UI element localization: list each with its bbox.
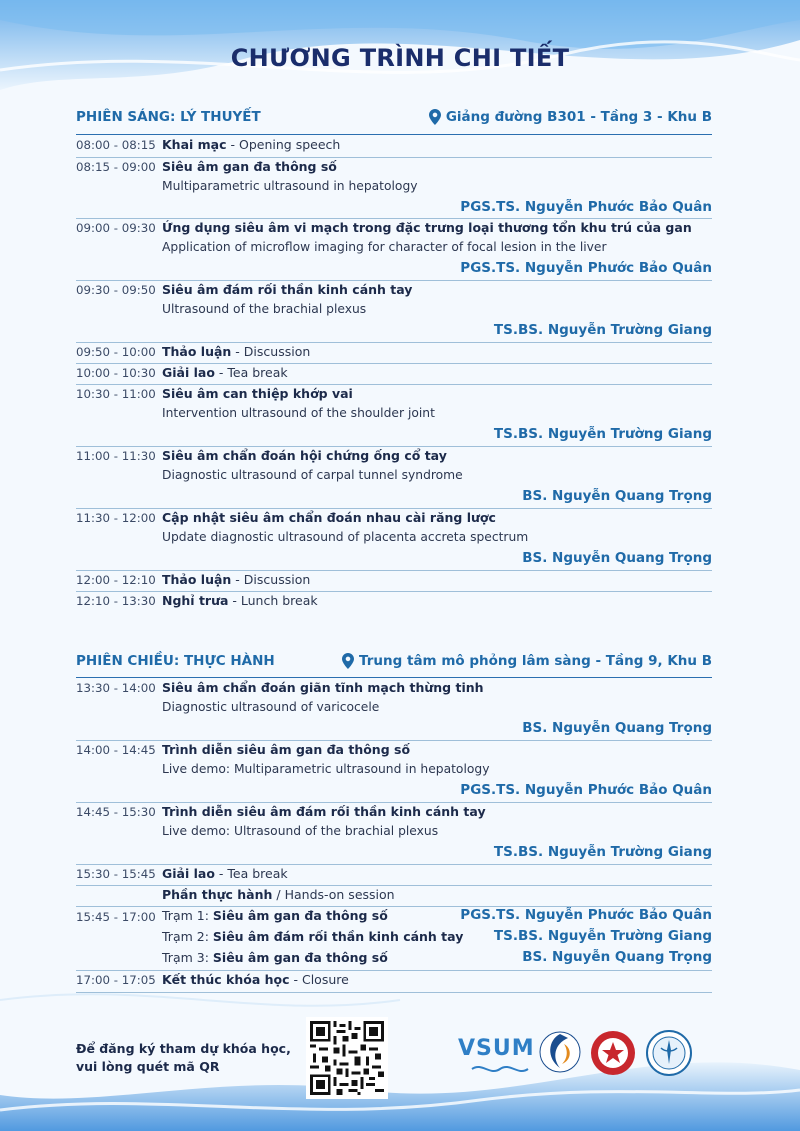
row-time: 09:30 - 09:50 [76,283,156,297]
schedule-row [76,158,712,219]
location-pin-icon [429,109,441,125]
station-1: Trạm 1: Siêu âm gan đa thông số [162,908,388,923]
schedule-row [76,447,712,509]
qr-code[interactable] [306,1017,388,1099]
station-2: Trạm 2: Siêu âm đám rối thần kinh cánh tay [162,929,464,944]
morning-header-divider [76,134,712,135]
schedule-row: 10:00 - 10:30 Giải lao - Tea break [76,364,712,385]
station-speaker: BS. Nguyễn Quang Trọng [522,949,712,965]
afternoon-section-title: PHIÊN CHIỀU: THỰC HÀNH [76,653,275,669]
schedule-row [76,741,712,803]
row-title-vi: Ứng dụng siêu âm vi mạch trong đặc trưng loại thương tổn khu trú của gan [162,220,692,235]
station-speaker: TS.BS. Nguyễn Trường Giang [493,928,712,944]
row-speaker: PGS.TS. Nguyễn Phước Bảo Quân [460,782,712,798]
row-time: 12:10 - 13:30 [76,594,156,608]
schedule-row [76,219,712,281]
afternoon-header-divider [76,677,712,678]
row-title-vi: Trình diễn siêu âm đám rối thần kinh cánh tay [162,804,486,819]
row-time: 09:00 - 09:30 [76,221,156,235]
morning-location-text: Giảng đường B301 - Tầng 3 - Khu B [445,109,712,125]
closing-row: 17:00 - 17:05 Kết thúc khóa học - Closure [76,971,712,993]
location-pin-icon [342,653,354,669]
schedule-row [76,679,712,741]
row-time: 11:30 - 12:00 [76,511,156,525]
stations-row [76,907,712,971]
row-time: 15:30 - 15:45 [76,867,156,881]
row-title-vi: Thảo luận [162,344,232,359]
row-title-en: Opening speech [239,137,341,152]
schedule-row: 09:50 - 10:00 Thảo luận - Discussion [76,343,712,364]
row-title-en: Live demo: Multiparametric ultrasound in hepatology [162,762,490,776]
schedule-row [76,281,712,343]
row-title-en: Closure [301,972,349,987]
morning-section-title: PHIÊN SÁNG: LÝ THUYẾT [76,109,261,125]
vsum-logo: VSUM [458,1036,535,1061]
row-title-en: Intervention ultrasound of the shoulder joint [162,406,435,420]
station-topic: Siêu âm gan đa thông số [212,908,388,923]
row-title-en: Live demo: Ultrasound of the brachial plexus [162,824,439,838]
row-time: 13:30 - 14:00 [76,681,156,695]
row-speaker: BS. Nguyễn Quang Trọng [522,550,712,566]
afternoon-section-header [76,651,712,671]
row-title-en: Ultrasound of the brachial plexus [162,302,367,316]
row-title-en: Application of microflow imaging for character of focal lesion in the liver [162,240,607,254]
handson-row: Phần thực hành / Hands-on session [76,886,712,907]
row-title-en: Discussion [243,344,311,359]
row-speaker: PGS.TS. Nguyễn Phước Bảo Quân [460,199,712,215]
row-time: 08:15 - 09:00 [76,160,156,174]
registration-note [76,1040,291,1076]
row-time: 10:00 - 10:30 [76,366,156,380]
station-topic: Siêu âm gan đa thông số [212,950,388,965]
row-title-en: Multiparametric ultrasound in hepatology [162,179,418,193]
schedule-row: 15:30 - 15:45 Giải lao - Tea break [76,865,712,886]
station-speaker: PGS.TS. Nguyễn Phước Bảo Quân [460,907,712,923]
row-title-vi: Khai mạc [162,137,227,152]
morning-location [429,109,712,125]
qr-code-icon [310,1021,384,1095]
row-title-vi: Kết thúc khóa học [162,972,290,987]
row-title-en: Diagnostic ultrasound of carpal tunnel syndrome [162,468,463,482]
station-3: Trạm 3: Siêu âm gan đa thông số [162,950,388,965]
schedule-row: 12:00 - 12:10 Thảo luận - Discussion [76,571,712,592]
row-title-vi: Siêu âm chẩn đoán hội chứng ống cổ tay [162,448,447,463]
page-title: CHƯƠNG TRÌNH CHI TIẾT [230,44,570,72]
registration-line-2: vui lòng quét mã QR [76,1059,220,1074]
row-title-vi: Siêu âm đám rối thần kinh cánh tay [162,282,413,297]
row-time: 10:30 - 11:00 [76,387,156,401]
row-title-vi: Siêu âm chẩn đoán giãn tĩnh mạch thừng tinh [162,680,484,695]
row-speaker: BS. Nguyễn Quang Trọng [522,488,712,504]
association-swirl-logo-icon [538,1030,582,1074]
row-title-vi: Giải lao [162,866,215,881]
afternoon-location-text: Trung tâm mô phỏng lâm sàng - Tầng 9, Khu B [359,653,712,669]
station-topic: Siêu âm đám rối thần kinh cánh tay [212,929,464,944]
row-time: 09:50 - 10:00 [76,345,156,359]
row-title-vi: Siêu âm gan đa thông số [162,159,337,174]
university-emblem-icon [646,1030,692,1076]
row-time: 14:00 - 14:45 [76,743,156,757]
row-title-en: Discussion [243,572,311,587]
schedule-row [76,509,712,571]
row-speaker: BS. Nguyễn Quang Trọng [522,720,712,736]
schedule-row [76,803,712,865]
schedule-row [76,385,712,447]
row-title-en: Update diagnostic ultrasound of placenta accreta spectrum [162,530,529,544]
handson-title-vi: Phần thực hành [162,887,273,902]
row-title-en: Diagnostic ultrasound of varicocele [162,700,380,714]
afternoon-location [342,653,712,669]
row-title-vi: Trình diễn siêu âm gan đa thông số [162,742,411,757]
row-title-en: Tea break [227,365,288,380]
row-time: 11:00 - 11:30 [76,449,156,463]
vsum-wave-icon [470,1060,530,1078]
handson-title-en: Hands-on session [284,887,395,902]
schedule-row: 08:00 - 08:15 Khai mạc - Opening speech [76,136,712,158]
row-time: 14:45 - 15:30 [76,805,156,819]
row-speaker: PGS.TS. Nguyễn Phước Bảo Quân [460,260,712,276]
morning-section-header [76,107,712,127]
row-title-en: Tea break [227,866,288,881]
row-time: 17:00 - 17:05 [76,973,156,987]
row-time: 15:45 - 17:00 [76,910,156,924]
row-time: 12:00 - 12:10 [76,573,156,587]
row-title-vi: Cập nhật siêu âm chẩn đoán nhau cài răng lược [162,510,496,525]
row-speaker: TS.BS. Nguyễn Trường Giang [493,322,712,338]
row-title-vi: Thảo luận [162,572,232,587]
row-title-vi: Giải lao [162,365,215,380]
row-title-vi: Siêu âm can thiệp khớp vai [162,386,353,401]
registration-line-1: Để đăng ký tham dự khóa học, [76,1041,291,1056]
training-center-seal-icon [590,1030,636,1076]
schedule-row: 12:10 - 13:30 Nghỉ trưa - Lunch break [76,593,318,608]
row-speaker: TS.BS. Nguyễn Trường Giang [493,844,712,860]
row-title-en: Lunch break [240,593,318,608]
row-time: 08:00 - 08:15 [76,138,156,152]
row-title-vi: Nghỉ trưa [162,593,229,608]
row-speaker: TS.BS. Nguyễn Trường Giang [493,426,712,442]
